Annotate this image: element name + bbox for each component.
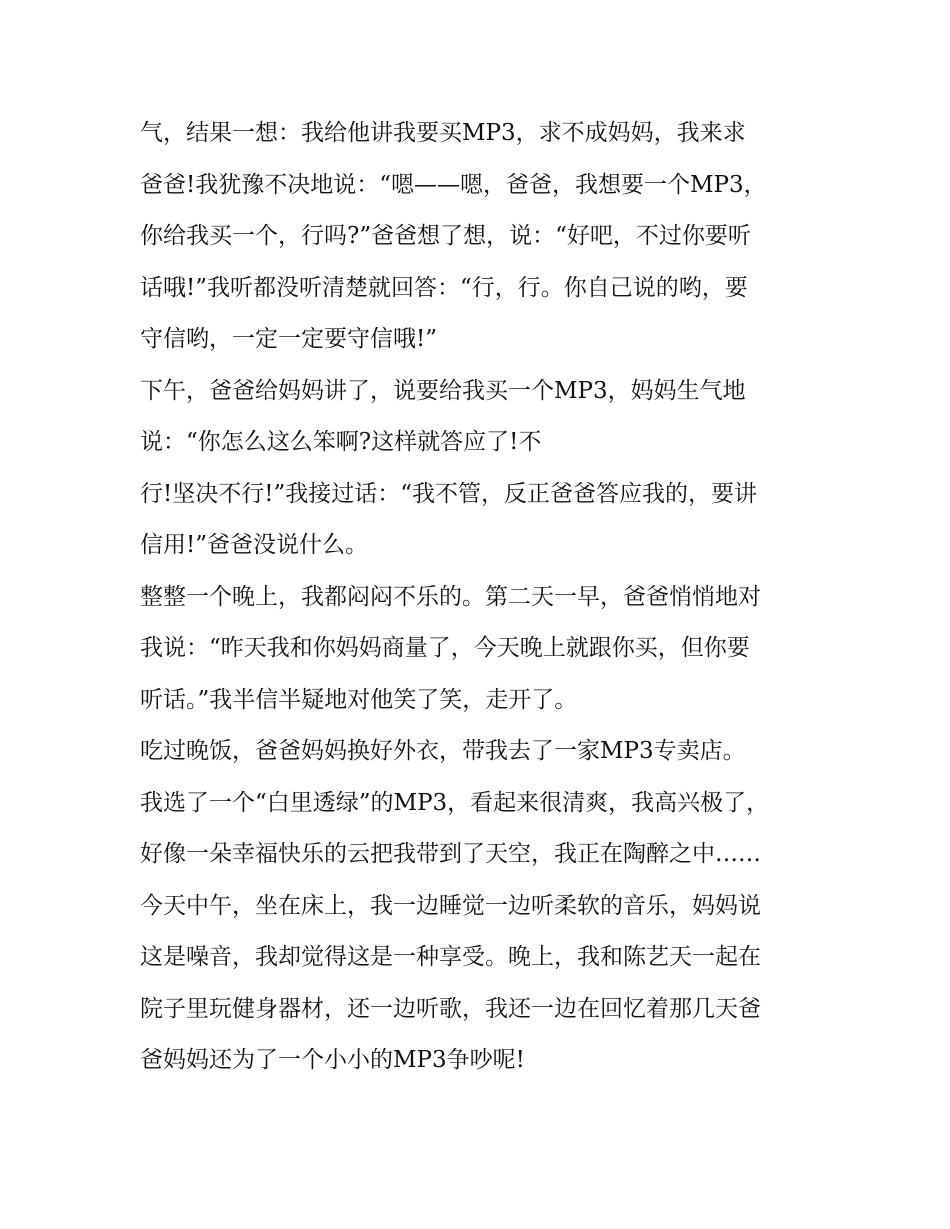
text-line: 好像一朵幸福快乐的云把我带到了天空，我正在陶醉之中……: [140, 841, 761, 867]
text-line: 说：“你怎么这么笨啊?这样就答应了!不: [140, 429, 542, 455]
text-line: 院子里玩健身器材，还一边听歌，我还一边在回忆着那几天爸: [140, 995, 761, 1022]
text-line: 守信哟，一定一定要守信哦!”: [140, 326, 438, 352]
text-line: 爸妈妈还为了一个小小的MP3争吵呢!: [140, 1047, 525, 1073]
text-line: 吃过晚饭，爸爸妈妈换好外衣，带我去了一家MP3专卖店。: [140, 738, 746, 764]
text-line: 我说：“昨天我和你妈妈商量了，今天晚上就跟你买，但你要: [140, 635, 750, 661]
text-line: 下午，爸爸给妈妈讲了，说要给我买一个MP3，妈妈生气地: [140, 377, 746, 404]
text-line: 话哦!”我听都没听清楚就回答：“行，行。你自己说的哟，要: [140, 274, 748, 301]
text-line: 今天中午，坐在床上，我一边睡觉一边听柔软的音乐，妈妈说: [140, 892, 761, 919]
text-line: 整整一个晚上，我都闷闷不乐的。第二天一早，爸爸悄悄地对: [140, 583, 761, 610]
text-line: 这是噪音，我却觉得这是一种享受。晚上，我和陈艺天一起在: [140, 944, 761, 970]
text-line: 气，结果一想：我给他讲我要买MP3，求不成妈妈，我来求: [140, 120, 746, 146]
essay-body: [140, 108, 820, 1087]
text-line: 信用!”爸爸没说什么。: [140, 532, 369, 558]
text-line: 爸爸!我犹豫不决地说：“嗯——嗯，爸爸，我想要一个MP3，: [140, 171, 767, 198]
text-line: 你给我买一个，行吗?”爸爸想了想，说：“好吧，不过你要听: [140, 223, 751, 249]
text-line: 行!坚决不行!”我接过话：“我不管，反正爸爸答应我的，要讲: [140, 480, 758, 507]
text-line: 我选了一个“白里透绿”的MP3，看起来很清爽，我高兴极了，: [140, 789, 770, 816]
text-line: 听话。”我半信半疑地对他笑了笑，走开了。: [140, 686, 578, 713]
